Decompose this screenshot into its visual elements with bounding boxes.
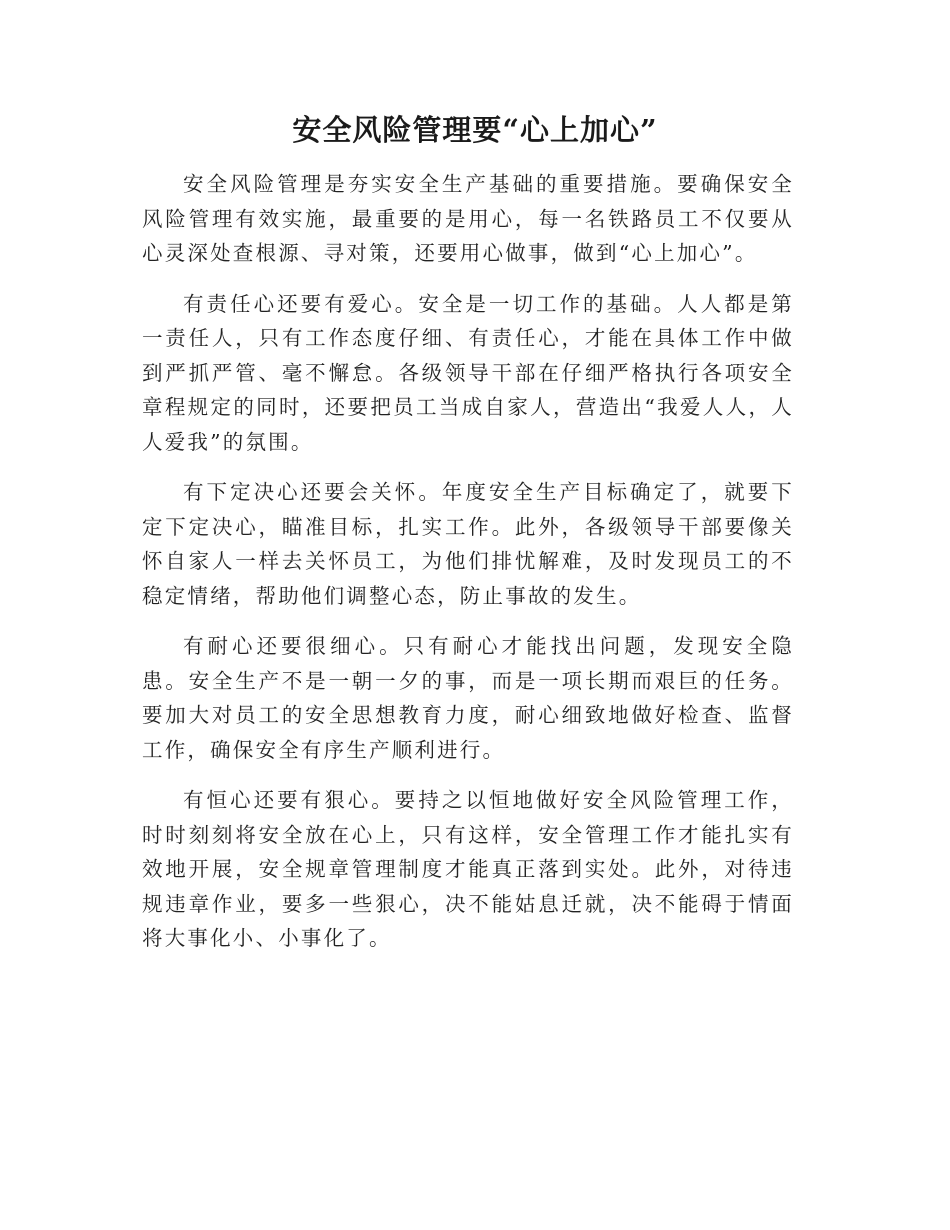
document-body	[142, 167, 794, 972]
paragraph-1: 安全风险管理是夯实安全生产基础的重要措施。要确保安全风险管理有效实施，最重要的是用心，每一名铁路员工不仅要从心灵深处查根源、寻对策，还要用心做事，做到“心上加心”。	[142, 172, 794, 265]
document-title: 安全风险管理要“心上加心”	[292, 113, 658, 147]
paragraph-2: 有责任心还要有爱心。安全是一切工作的基础。人人都是第一责任人，只有工作态度仔细、有责任心，才能在具体工作中做到严抓严管、毫不懈怠。各级领导干部在仔细严格执行各项安全章程规定的同时，还要把员工当成自家人，营造出“我爱人人，人人爱我”的氛围。	[142, 291, 794, 454]
paragraph-5: 有恒心还要有狠心。要持之以恒地做好安全风险管理工作，时时刻刻将安全放在心上，只有这样，安全管理工作才能扎实有效地开展，安全规章管理制度才能真正落到实处。此外，对待违规违章作业，要多一些狠心，决不能姑息迁就，决不能碍于情面将大事化小、小事化了。	[142, 788, 794, 950]
paragraph-3: 有下定决心还要会关怀。年度安全生产目标确定了，就要下定下定决心，瞄准目标，扎实工作。此外，各级领导干部要像关怀自家人一样去关怀员工，为他们排忧解难，及时发现员工的不稳定情绪，帮助他们调整心态，防止事故的发生。	[142, 480, 794, 608]
paragraph-4: 有耐心还要很细心。只有耐心才能找出问题，发现安全隐患。安全生产不是一朝一夕的事，而是一项长期而艰巨的任务。要加大对员工的安全思想教育力度，耐心细致地做好检查、监督工作，确保安全有序生产顺利进行。	[142, 634, 794, 762]
